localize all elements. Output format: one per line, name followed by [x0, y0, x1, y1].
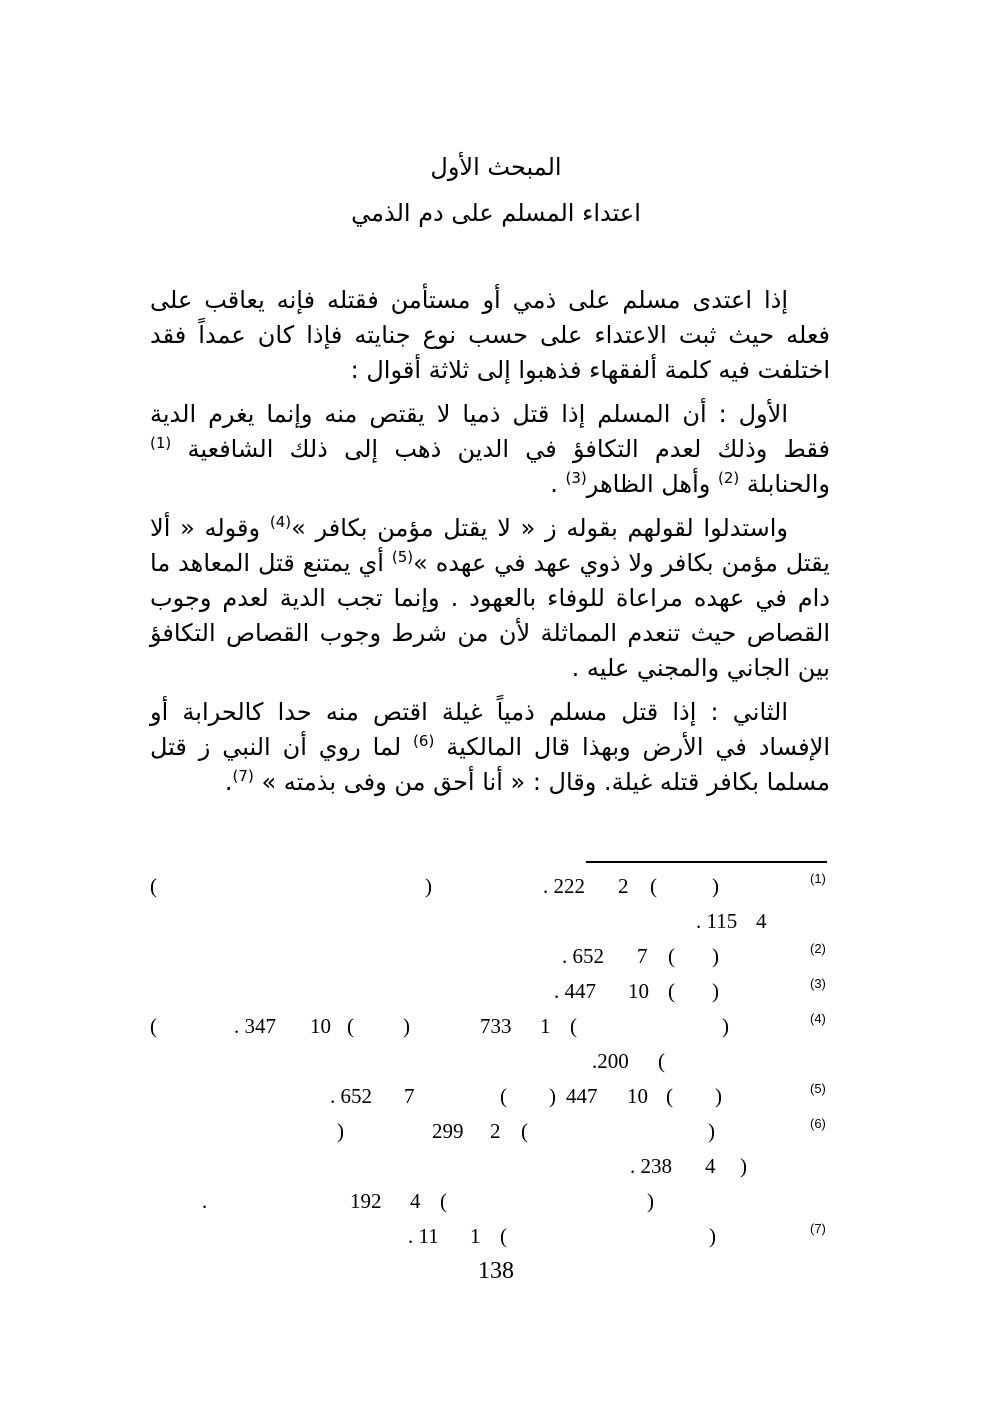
footnote-fragment: 192: [350, 1189, 382, 1213]
footnote-fragment: . 238: [630, 1154, 672, 1178]
footnote-fragment: (: [521, 1119, 528, 1143]
footnote-fragment: (: [440, 1189, 447, 1213]
paragraph-intro: إذا اعتدى مسلم على ذمي أو مستأمن فقتله فإنه يعاقب على فعله حيث ثبت الاعتداء على حسب نوع جنايته فإذا كان عمداً فقد اختلفت فيه كلمة ألفقهاء فذهبوا إلى ثلاثة أقوال :: [150, 286, 830, 384]
paragraph-evidence: واستدلوا لقولهم بقوله ز « لا يقتل مؤمن بكافر »$^{(4)}$ وقوله « ألا يقتل مؤمن بكافر ولا ذوي عهد في عهده »$^{(5)}$ أي يمتنع قتل المعاهد ما دام في عهده مراعاة للوفاء بالعهود . وإنما تجب الدية لعدم وجوب القصاص حيث تنعدم المماثلة لأن من شرط وجوب القصاص التكافؤ بين الجاني والمجني عليه .: [150, 513, 830, 682]
footnote-fragment: 4: [410, 1189, 421, 1213]
footnote-fragment: ): [715, 1084, 722, 1108]
body-text: [150, 283, 830, 809]
footnote-fragment: .200: [592, 1049, 629, 1073]
section-title: المبحث الأول: [430, 153, 562, 181]
paragraph-first-opinion: الأول : أن المسلم إذا قتل ذميا لا يقتص منه وإنما يغرم الدية فقط وذلك لعدم التكافؤ في الدين ذهب إلى ذلك الشافعية $^{(1)}$ والحنابلة $^{(2)}$ وأهل الظاهر$^{(3)}$ .: [150, 400, 830, 498]
footnote-fragment: ): [549, 1084, 556, 1108]
footnote-fragment: ): [712, 944, 719, 968]
footnote-ref[interactable]: (2): [717, 469, 740, 487]
footnote-fragment: (: [500, 1224, 507, 1248]
footnote-line: [140, 1080, 780, 1112]
footnote-fragment: (: [150, 874, 157, 898]
footnote-marker: (3): [810, 976, 826, 991]
footnote-marker: (1): [810, 871, 826, 886]
footnote-fragment: ): [647, 1189, 654, 1213]
footnote-marker: (4): [810, 1011, 826, 1026]
footnote-fragment: ): [712, 979, 719, 1003]
footnote-fragment: ): [337, 1119, 344, 1143]
footnote-fragment: . 652: [330, 1084, 372, 1108]
footnote-line: [140, 1115, 780, 1147]
footnote-fragment: ): [403, 1014, 410, 1038]
footnote-fragment: 299: [432, 1119, 464, 1143]
footnote-fragment: ): [712, 874, 719, 898]
footnote-marker: (2): [810, 941, 826, 956]
footnote-fragment: 447: [566, 1084, 598, 1108]
paragraph-second-opinion: الثاني : إذا قتل مسلم ذمياً غيلة اقتص منه حدا كالحرابة أو الإفساد في الأرض وبهذا قال المالكية $^{(6)}$ لما روي أن النبي ز قتل مسلما بكافر قتله غيلة. وقال : « أنا أحق من وفى بذمته » $^{(7)}$.: [150, 698, 830, 796]
footnote-fragment: 10: [627, 1084, 648, 1108]
footnote-fragment: . 347: [234, 1014, 276, 1038]
footnote-fragment: . 652: [562, 944, 604, 968]
footnote-line: [140, 1150, 780, 1182]
footnote-fragment: (: [650, 874, 657, 898]
footnote-fragment: ): [709, 1224, 716, 1248]
footnote-fragment: (: [666, 1084, 673, 1108]
footnote-ref[interactable]: (7): [232, 767, 254, 785]
footnote-fragment: 7: [637, 944, 648, 968]
footnote-separator: [586, 861, 827, 863]
footnote-fragment: . 11: [408, 1224, 439, 1248]
footnote-fragment: . 115: [696, 909, 738, 933]
footnote-ref[interactable]: (3): [565, 469, 587, 487]
footnote-ref[interactable]: (5): [391, 548, 414, 566]
footnote-marker: (5): [810, 1081, 826, 1096]
footnote-fragment: (: [570, 1014, 577, 1038]
footnote-fragment: ): [708, 1119, 715, 1143]
footnote-fragment: 1: [540, 1014, 551, 1038]
footnote-line: [140, 975, 780, 1007]
footnote-marker: (6): [810, 1116, 826, 1131]
footnote-ref[interactable]: (1): [150, 434, 172, 452]
footnote-fragment: 7: [404, 1084, 415, 1108]
footnote-fragment: 1: [470, 1224, 481, 1248]
footnote-fragment: (: [668, 944, 675, 968]
footnote-fragment: (: [347, 1014, 354, 1038]
footnote-fragment: 4: [756, 909, 767, 933]
footnote-fragment: . 447: [554, 979, 596, 1003]
footnote-ref[interactable]: (4): [269, 513, 292, 531]
footnote-ref[interactable]: (6): [413, 732, 435, 750]
footnote-line: [140, 870, 780, 902]
footnote-fragment: (: [150, 1014, 157, 1038]
footnote-line: [140, 940, 780, 972]
footnote-line: [140, 1185, 780, 1217]
footnote-fragment: 2: [490, 1119, 501, 1143]
footnote-fragment: . 222: [543, 874, 585, 898]
footnote-line: [140, 905, 780, 937]
footnote-line: [140, 1010, 780, 1042]
footnote-fragment: (: [658, 1049, 665, 1073]
footnote-fragment: 4: [705, 1154, 716, 1178]
footnote-line: [140, 1220, 780, 1252]
footnote-marker: (7): [810, 1221, 826, 1236]
footnote-fragment: .: [202, 1189, 208, 1213]
footnote-fragment: (: [500, 1084, 507, 1108]
footnote-fragment: 2: [618, 874, 629, 898]
footnote-fragment: ): [740, 1154, 747, 1178]
footnote-line: [140, 1045, 780, 1077]
page-number: 138: [478, 1258, 514, 1284]
footnote-fragment: 733: [480, 1014, 512, 1038]
footnote-fragment: ): [722, 1014, 729, 1038]
footnote-fragment: 10: [310, 1014, 331, 1038]
section-subtitle: اعتداء المسلم على دم الذمي: [351, 199, 641, 227]
footnote-fragment: ): [425, 874, 432, 898]
footnote-fragment: (: [668, 979, 675, 1003]
footnote-fragment: 10: [628, 979, 649, 1003]
